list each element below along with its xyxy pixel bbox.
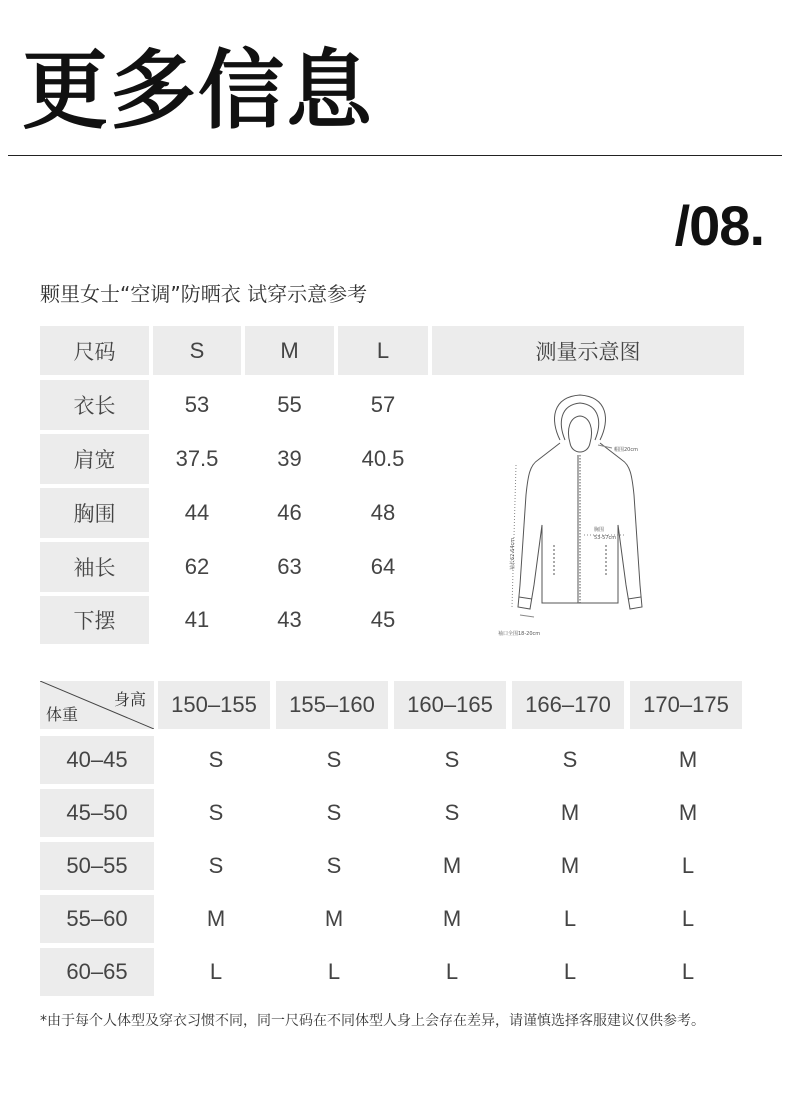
fit-cell: L	[327, 959, 341, 984]
chest-measure-range: 53-57cm	[594, 535, 617, 541]
fit-cell: L	[563, 906, 577, 931]
size-cell: 43	[277, 607, 302, 632]
fit-cell: M	[324, 906, 344, 931]
size-header-s: S	[153, 326, 241, 375]
height-axis-label: 身高	[113, 690, 146, 709]
size-cell: 37.5	[175, 446, 219, 471]
size-cell: 39	[277, 446, 302, 471]
fit-cell: S	[326, 747, 342, 772]
size-header-m: M	[245, 326, 334, 375]
weight-label: 60–65	[40, 948, 154, 996]
fit-cell: L	[563, 959, 577, 984]
size-row-label: 下摆	[40, 596, 149, 644]
diagram-header: 测量示意图	[432, 326, 744, 375]
fit-table-corner	[40, 681, 154, 729]
fit-cell: S	[208, 800, 224, 825]
fit-cell: M	[678, 747, 698, 772]
footnote: *由于每个人体型及穿衣习惯不同，同一尺码在不同体型人身上会存在差异，请谨慎选择客服建议仅供参考。	[40, 1013, 705, 1029]
fit-cell: M	[560, 853, 580, 878]
cuff-measure-label: 袖口全围18-20cm	[498, 631, 541, 637]
size-cell: 64	[370, 554, 396, 579]
fit-cell: L	[681, 853, 695, 878]
weight-label: 40–45	[40, 736, 154, 784]
weight-axis-label: 体重	[46, 705, 79, 724]
fit-cell: S	[444, 800, 460, 825]
size-cell: 40.5	[361, 446, 405, 471]
fit-cell: M	[442, 853, 462, 878]
weight-label: 55–60	[40, 895, 154, 943]
fit-cell: M	[206, 906, 226, 931]
section-number: /08.	[674, 194, 764, 257]
fit-cell: L	[681, 959, 695, 984]
subtitle: 颗里女士“空调”防晒衣 试穿示意参考	[40, 282, 368, 306]
size-cell: 45	[370, 607, 396, 632]
fit-cell: S	[208, 853, 224, 878]
size-header-l: L	[338, 326, 428, 375]
size-row-label: 袖长	[40, 542, 149, 592]
size-cell: 46	[277, 500, 302, 525]
fit-cell: L	[445, 959, 459, 984]
fit-cell: S	[562, 747, 578, 772]
height-header: 155–160	[276, 681, 388, 729]
fit-cell: S	[444, 747, 460, 772]
fit-cell: S	[326, 853, 342, 878]
weight-label: 50–55	[40, 842, 154, 890]
height-header: 150–155	[158, 681, 270, 729]
fit-cell: S	[208, 747, 224, 772]
height-header: 170–175	[630, 681, 742, 729]
jacket-diagram-icon	[490, 385, 670, 640]
size-cell: 55	[277, 392, 302, 417]
fit-cell: M	[678, 800, 698, 825]
size-cell: 44	[184, 500, 210, 525]
divider	[8, 155, 782, 156]
fit-cell: L	[209, 959, 223, 984]
fit-cell: L	[681, 906, 695, 931]
size-cell: 41	[184, 607, 210, 632]
size-cell: 63	[277, 554, 302, 579]
size-cell: 48	[370, 500, 396, 525]
fit-cell: M	[560, 800, 580, 825]
weight-label: 45–50	[40, 789, 154, 837]
hat-measure-label: 帽围20cm	[614, 447, 638, 453]
height-header: 166–170	[512, 681, 624, 729]
sleeve-measure-label: 袖长62-64cm	[510, 537, 516, 570]
size-row-label: 胸围	[40, 488, 149, 538]
fit-cell: M	[442, 906, 462, 931]
size-cell: 57	[370, 392, 396, 417]
size-row-label: 肩宽	[40, 434, 149, 484]
fit-cell: S	[326, 800, 342, 825]
chest-measure-label: 胸围	[594, 527, 605, 533]
size-cell: 62	[184, 554, 210, 579]
size-row-label: 衣长	[40, 380, 149, 430]
size-header-label: 尺码	[40, 326, 149, 375]
height-header: 160–165	[394, 681, 506, 729]
page-title: 更多信息	[22, 41, 374, 141]
size-cell: 53	[184, 392, 210, 417]
